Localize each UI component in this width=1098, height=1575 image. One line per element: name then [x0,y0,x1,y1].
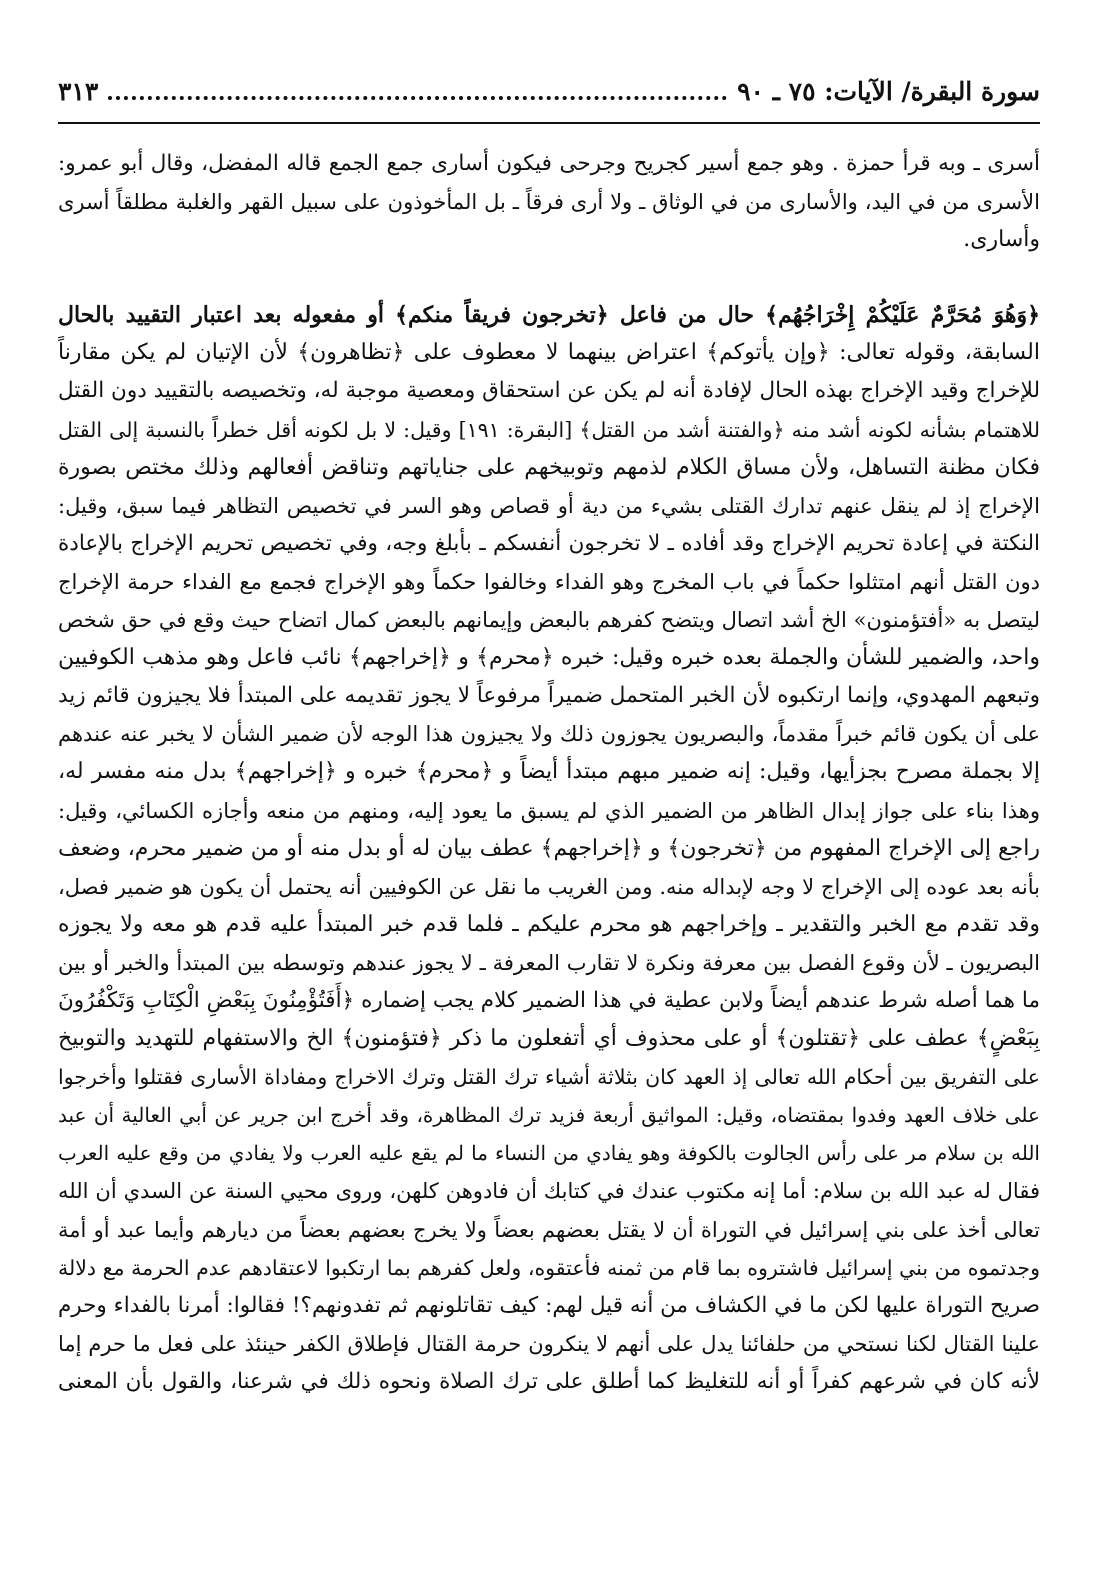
text-line: بِبَعْضٍ﴾ عطف على ﴿تقتلون﴾ أو على محذوف أي أتفعلون ما ذكر ﴿فتؤمنون﴾ الخ والاستفهام للتهديد والتوبيخ [58,1026,1040,1052]
text-line: ليتصل به «أفتؤمنون» الخ أشد اتصال ويتضح كفرهم بالبعض وإيمانهم بالبعض كمال اتضاح حيث وقع في حق شخص [58,608,1040,633]
text-line: على أن يكون قائم خبراً مقدماً، والبصريون يجوزون ذلك ولا يجيزون هذا الوجه لأن ضمير الشأن لا يخبر عنه عندهم [58,722,1040,747]
text-line: لأنه كان في شرعهم كفراً أو أنه للتغليظ كما أطلق على ترك الصلاة ونحوه ذلك في شرعنا، والقول بأن المعنى [58,1368,1040,1394]
text-line: إلا بجملة مصرح بجزأيها، وقيل: إنه ضمير مبهم مبتدأ أيضاً و ﴿محرم﴾ خبره و ﴿إخراجهم﴾ بدل منه مفسر له، [58,759,1040,785]
text-line: الإخراج إذ لم ينقل عنهم تدارك القتلى بشيء من دية أو قصاص وهو السر في تخصيص التظاهر فيما سبق، وقيل: [58,493,1040,518]
text-line: للاهتمام بشأنه لكونه أشد منه ﴿والفتنة أشد من القتل﴾ [البقرة: ١٩١] وقيل: لا بل لكونه أقل خطراً بالنسبة إلى القتل [58,417,1040,442]
text-line: بأنه بعد عوده إلى الإخراج لا وجه لإبداله منه. ومن الغريب ما نقل عن الكوفيين أنه يحتمل أن يكون هو ضمير فصل، [58,874,1040,899]
paragraph-1 [58,145,1040,259]
text-line: صريح التوراة عليها لكن ما في الكشاف من أنه قيل لهم: كيف تقاتلونهم ثم تفدونهم؟! فقالوا: أمرنا بالفداء وحرم [58,1292,1040,1318]
text-line: وأسارى. [963,227,1040,253]
text-line: فكان مظنة التساهل، ولأن مساق الكلام لذمهم وتوبيخهم على جناياتهم وتناقض أفعالهم وذلك مختص بصورة [58,454,1040,480]
header-title: سورة البقرة/ الآيات: ٧٥ ـ ٩٠ [737,77,1040,106]
text-line: الله بن سلام مر على رأس الجالوت بالكوفة وهو يفادي من النساء ما لم يقع عليه العرب ولا يفادي من وقع عليه العرب [58,1141,1040,1166]
text-line: وقد تقدم مع الخبر والتقدير ـ وإخراجهم هو محرم عليكم ـ فلما قدم خبر المبتدأ عليه قدم هو معه ولا يجوزه [58,911,1040,937]
paragraph-2 [58,296,1040,1401]
text-line: واحد، والضمير للشأن والجملة بعده خبره وقيل: خبره ﴿محرم﴾ و ﴿إخراجهم﴾ نائب فاعل وهو مذهب الكوفيين [58,645,1040,671]
text-line: النكتة في إعادة تحريم الإخراج وقد أفاده ـ لا تخرجون أنفسكم ـ بأبلغ وجه، وفي تخصيص تحريم الإخراج بالإعادة [58,530,1040,556]
text-line: علينا القتال لكنا نستحي من حلفائنا يدل على أنهم لا ينكرون حرمة القتال فإطلاق الكفر حينئذ على فعل ما حرم إما [58,1331,1040,1356]
text-line: على التفريق بين أحكام الله تعالى إذ العهد كان بثلاثة أشياء ترك القتل وترك الاخراج ومفاداة الأسارى فقتلوا وأخرجوا [58,1065,1040,1090]
text-line: دون القتل أنهم امتثلوا حكماً في باب المخرج وهو الفداء وخالفوا حكماً وهو الإخراج فجمع مع الفداء حرمة الإخراج [58,569,1040,594]
text-line: السابقة، وقوله تعالى: ﴿وإن يأتوكم﴾ اعتراض بينهما لا معطوف على ﴿تظاهرون﴾ لأن الإتيان لم يكن مقارناً [58,340,1040,366]
text-line: راجع إلى الإخراج المفهوم من ﴿تخرجون﴾ و ﴿إخراجهم﴾ عطف بيان له أو بدل منه أو من ضمير محرم، وضعف [58,835,1040,861]
text-line: على خلاف العهد وفدوا بمقتضاه، وقيل: المواثيق أربعة فزيد ترك المظاهرة، وقد أخرج ابن جرير عن أبي العالية أن عبد [58,1103,1040,1128]
text-line: الأسرى من في اليد، والأسارى من في الوثاق ـ ولا أرى فرقاً ـ بل المأخوذون على سبيل القهر والغلبة مطلقاً أسرى [58,190,1040,215]
header-dot-leader [108,74,727,100]
text-line: تعالى أخذ على بني إسرائيل في التوراة أن لا يقتل بعضهم بعضاً ولا يخرج بعضهم بعضاً من ديارهم وأيما عبد أو أمة [58,1217,1040,1242]
running-header [58,74,1040,124]
book-page [58,74,1040,1401]
text-line: وهذا بناء على جواز إبدال الظاهر من الضمير الذي لم يسبق ما يعود إليه، ومنهم من منعه وأجازه الكسائي، وقيل: [58,798,1040,823]
text-line: ما هما أصله شرط عندهم أيضاً ولابن عطية في هذا الضمير كلام يجب إضماره ﴿أَفَتُؤْمِنُونَ بِبَعْضِ الْكِتَابِ وَتَكْفُرُونَ [58,987,1040,1013]
page-number: ٣١٣ [58,77,99,106]
text-line: للإخراج وقيد الإخراج بهذه الحال لإفادة أنه لم يكن عن استحقاق ومعصية موجبة له، وتخصيصه بالتقييد دون القتل [58,378,1040,404]
text-line: ﴿وَهُوَ مُحَرَّمٌ عَلَيْكُمْ إِخْرَاجُهُم﴾ حال من فاعل ﴿تخرجون فريقاً منكم﴾ أو مفعوله بعد اعتبار التقييد بالحال [58,302,1040,329]
text-line: البصريون ـ لأن وقوع الفصل بين معرفة ونكرة لا تقارب المعرفة ـ لا يجوز عندهم وتوسطه بين المبتدأ والخبر أو بين [58,950,1040,975]
text-line: وجدتموه من بني إسرائيل فاشتروه بما قام من ثمنه فأعتقوه، ولعل كفرهم بما ارتكبوا لاعتقادهم عدم الحرمة مع دلالة [58,1255,1040,1280]
text-line: أسرى ـ وبه قرأ حمزة . وهو جمع أسير كجريح وجرحى فيكون أسارى جمع الجمع قاله المفضل، وقال أبو عمرو: [58,151,1040,176]
text-line: وتبعهم المهدوي، وإنما ارتكبوه لأن الخبر المتحمل ضميراً مرفوعاً لا يجوز تقديمه على المبتدأ فلا يجيزون قائم زيد [58,683,1040,709]
text-line: فقال له عبد الله بن سلام: أما إنه مكتوب عندك في كتابك أن فادوهن كلهن، وروى محيي السنة عن السدي أن الله [58,1179,1040,1204]
